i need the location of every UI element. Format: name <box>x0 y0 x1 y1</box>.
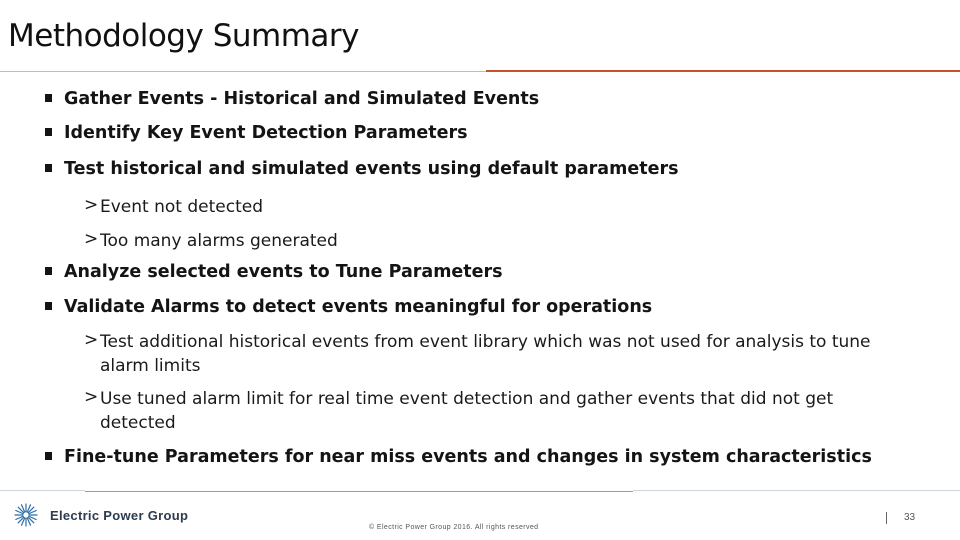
bullet-text: Gather Events - Historical and Simulated Events <box>64 89 540 109</box>
starburst-logo-icon <box>14 503 38 527</box>
sub-bullet-marker: > <box>84 330 99 350</box>
footer-divider <box>633 490 960 491</box>
square-bullet-icon <box>45 267 52 275</box>
sub-bullet-marker: > <box>84 229 99 249</box>
sub-bullet-text: Event not detected <box>100 197 263 217</box>
footer-divider <box>0 490 85 491</box>
page-number-separator <box>886 512 887 524</box>
bullet-text: Validate Alarms to detect events meaningful for operations <box>64 297 653 317</box>
square-bullet-icon <box>45 94 52 102</box>
copyright-notice: © Electric Power Group 2016. All rights reserved <box>369 524 539 531</box>
square-bullet-icon <box>45 452 52 460</box>
square-bullet-icon <box>45 302 52 310</box>
bullet-text: Analyze selected events to Tune Parameters <box>64 262 503 282</box>
sub-bullet-text: Use tuned alarm limit for real time event detection and gather events that did not get detected <box>100 389 834 433</box>
footer-divider-accent <box>85 491 633 492</box>
square-bullet-icon <box>45 164 52 172</box>
sub-bullet-marker: > <box>84 387 99 407</box>
sub-bullet-marker: > <box>84 195 99 215</box>
slide-title: Methodology Summary <box>8 18 359 54</box>
page-number: 33 <box>904 512 916 523</box>
bullet-text: Test historical and simulated events using default parameters <box>64 159 679 179</box>
square-bullet-icon <box>45 128 52 136</box>
bullet-text: Fine-tune Parameters for near miss events and changes in system characteristics <box>64 447 872 467</box>
logo-wordmark: Electric Power Group <box>50 508 189 523</box>
bullet-text: Identify Key Event Detection Parameters <box>64 123 468 143</box>
sub-bullet-text: Test additional historical events from event library which was not used for analysis to tune alarm limits <box>100 332 871 376</box>
sub-bullet-text: Too many alarms generated <box>100 231 338 251</box>
company-logo <box>14 503 199 529</box>
